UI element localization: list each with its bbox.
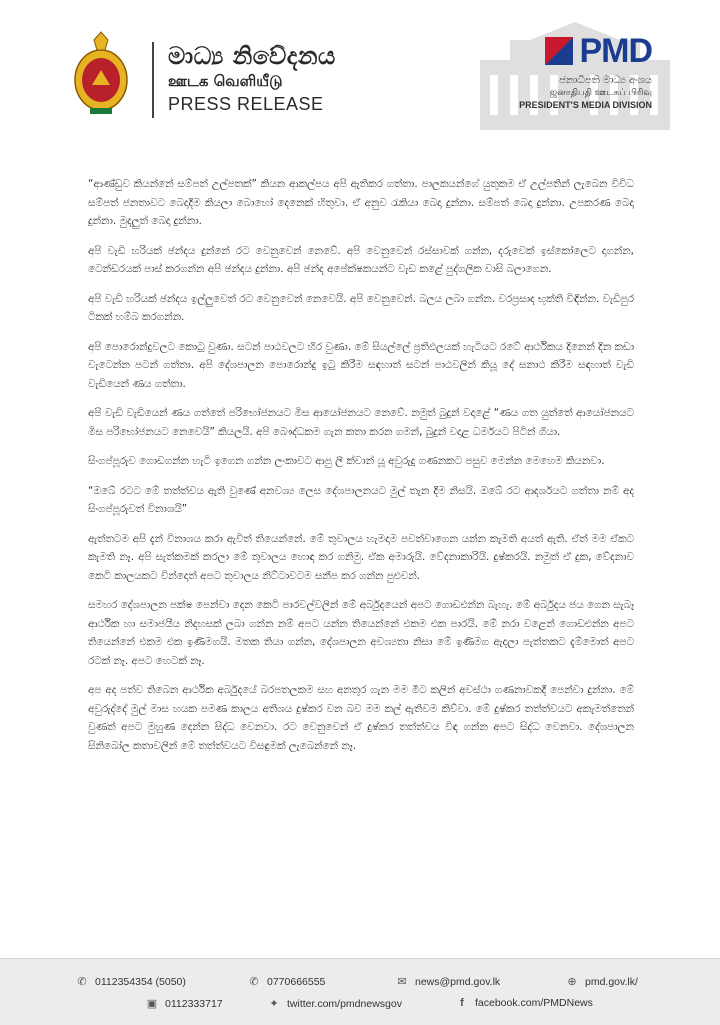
pmd-sub-sinhala: ජනාධිපති මාධ්‍ය අංශය xyxy=(559,75,652,86)
mobile-number: 0770666555 xyxy=(267,975,326,988)
phone-number: 0112354354 (5050) xyxy=(95,975,186,988)
twitter-link[interactable]: twitter.com/pmdnewsgov xyxy=(287,997,402,1010)
envelope-icon: ✉ xyxy=(397,976,407,988)
press-release-title xyxy=(168,42,348,116)
pmd-sub-english: PRESIDENT'S MEDIA DIVISION xyxy=(519,100,652,110)
sri-lanka-emblem-icon xyxy=(72,30,130,118)
title-english: PRESS RELEASE xyxy=(168,94,324,114)
phone-icon: ✆ xyxy=(249,976,259,988)
paragraph: අපි වැඩි වැඩියෙන් ණය ගත්තේ පරිභෝජනයට මිස ආයෝජනයට නෙවේ. නමුත් බුදුන් වදාළේ “ණය ගත යුත්තේ ආයෝජනයට මිස පරිභෝජනයට නෙවෙයි” කියලයි. අපි බෞද්ධකම ගැන කතා කරන ගමන්, බුදුන් වදාළ ධර්මයට පිටින් ගියා. xyxy=(88,407,634,438)
paragraph: “ආණ්ඩුව කියන්නේ සම්පත් උල්පතක්” කියන ආකල්පය අපි ඇතිකර ගත්තා. පාලකයන්ගේ යුතුකම ඒ උල්පතින් ලැබෙන විවිධ සම්පත් ජනතාවට බෙදාදීම කියලා බොහෝ දෙනෙක් හිතුවා. ඒ අනුව රැකියා බෙදා දුන්නා. සම්පත් බෙදා දුන්නා. උපකරණ බෙදා දුන්නා. මුදලුත් බෙදා දුන්නා. xyxy=(88,178,634,227)
pmd-logo xyxy=(502,34,652,111)
paragraph: අපි පොරොන්දුවලට කොටු වුණා. සටන් පාඨවලට හිර වුණා. මේ සියල්ලේ ප්‍රතිඵලයක් හැටියට රටේ ආර්ථිකය දිනෙන් දින කඩා වැටෙන්න පටන් ගත්තා. අපි දේශපාලන පොරොන්දු ඉටු කිරීම සඳහාත් සටන් පාඨවලින් කියූ දේ සනාථ කිරීම සඳහාත් වැඩි වැඩියෙන් ණය ගත්තා. xyxy=(88,340,634,390)
pmd-sub-tamil: ஜனாதிபதி ஊடகப் பிரிவு xyxy=(549,88,652,98)
website-contact[interactable] xyxy=(566,975,638,988)
twitter-contact[interactable] xyxy=(268,997,402,1010)
fax-number: 0112333717 xyxy=(165,997,223,1010)
email-contact[interactable] xyxy=(396,975,500,988)
website-link[interactable]: pmd.gov.lk/ xyxy=(585,975,638,988)
letterhead xyxy=(0,0,720,140)
press-release-body xyxy=(88,175,634,766)
paragraph: අප අද පත්ව තිබෙන ආර්ථික අර්බුදයේ බරපතලකම සහ අනතුර ගැන මම මීට කලින් අවස්ථා ගණනාවකදී පෙන්වා දුන්නා. මේ අවුරුද්දේ මුල් මාස හයක පමණ කාලය අතිශය දුෂ්කර වන බව මම කල් ඇතිවම කිව්වා. මේ දුෂ්කර තත්ත්වයට අකැමත්තෙන් වුණත් අපට මුහුණ දෙන්න සිද්ධ වෙනවා. රට වෙනුවෙන් ඒ දුෂ්කර තත්ත්වය විඳ ගන්න අපට සිද්ධ වෙනවා. දේශපාලන සිනිබෝල කතාවලින් මේ තත්ත්වයට විසඳුමක් ලැබෙන්නේ නෑ. xyxy=(88,684,634,752)
email-link[interactable]: news@pmd.gov.lk xyxy=(415,975,501,988)
phone-contact xyxy=(76,975,186,988)
paragraph: අපි වැඩි හරියක් ඡන්දය ඉල්ලුවෙත් රට වෙනුවෙන් නෙවෙයි. අපි වෙනුවෙන්. බලය ලබා ගන්න. වරප්‍රසාද භුක්ති විඳින්න. වැඩිපුර ටිකක් හම්බ කරගන්න. xyxy=(88,292,634,323)
facebook-contact[interactable] xyxy=(456,997,593,1009)
fax-icon: ▣ xyxy=(146,998,158,1010)
paragraph: අපි වැඩි හරියක් ඡන්දය දුන්නේ රට වෙනුවෙන් නෙවේ. අපි වෙනුවෙන් රස්සාවක් ගන්න, දරුවෙක් ඉස්කෝලෙට දාගන්න, ටෙන්ඩරයක් පාස් කරගන්න අපි ඡන්දය දුන්නා. අපි ඡන්ද අපේක්ෂකයන්ට වැඩ කළේ පුද්ගලික වාසි බලාගෙන. xyxy=(88,244,634,275)
paragraph: සමහර දේශපාලන පක්ෂ පෙන්වා දෙන කෙටි පාරවල්වලින් මේ අර්බුදයෙන් අපට ගොඩඑන්න බැහැ. මේ අර්බුදය ජය ගෙන සැබෑ ආර්ථික හා සමාජයීය නිදහසක් ලබා ගන්න නම් අපට යන්න තියෙන්නේ එකම එක පාරයි. මේ නරා වළෙන් ගොඩඑන්න අපට තියෙන්නේ එකම එක ඉණිමගයි. මතක තියා ගන්න, දේශපාලන අවශ්‍යතා නිසා මේ ඉණිමග ඇදලා පැත්තකට දැම්මොත් අපට රටක් නෑ. අපට හෙටක් නෑ. xyxy=(88,599,634,667)
mobile-contact xyxy=(248,975,325,988)
globe-icon: ⊕ xyxy=(567,976,577,988)
facebook-link[interactable]: facebook.com/PMDNews xyxy=(475,997,593,1009)
quote-paragraph: “ඔබේ රටට මේ තත්ත්වය ඇති වුණේ අනවශ්‍ය ලෙස දේශපාලනයට මුල් තැන දීම නිසයි. ඔබේ රට ආදර්ශයට ගත්තා නම් අද සිංගප්පූරුවත් විනාශයි” xyxy=(88,484,634,515)
paragraph: සිංගප්පූරුව ගොඩගන්න හැටි ඉගෙන ගන්න ලංකාවට ආපු ලී ක්වාන් යූ අවුරුදු ගණනකට පසුව මෙන්න මෙහෙම කියනවා. xyxy=(88,455,605,467)
title-tamil: ஊடக வெளியீடு xyxy=(168,72,283,90)
facebook-icon: f xyxy=(460,997,464,1009)
pmd-mark-icon xyxy=(545,37,573,65)
pmd-brand: PMD xyxy=(579,32,652,70)
phone-icon: ✆ xyxy=(77,976,87,988)
paragraph: ඇත්තටම අපි දැන් විනාශය කරා ඇවිත් තියෙන්නේ. මේ තුවාලය හැමදාම පවත්වාගෙන යන්න කැමති අයත් ඇති. ඒත් මම ඒකට කැමති නෑ. අපි සැත්කමක් කරලා මේ තුවාලය හොඳ කර ගනිමු. ඒක අමාරුයි. වේදනාකාරියි. දුෂ්කරයි. නමුත් ඒ දුක, වේදනාව කෙටි කාලයකට වින්දොත් අපට තුවාලය නිට්ටාවටම සනීප කර ගන්න පුළුවන්. xyxy=(88,532,634,582)
fax-contact xyxy=(146,997,223,1010)
twitter-icon: ✦ xyxy=(269,998,279,1010)
contact-footer xyxy=(0,958,720,1025)
header-divider xyxy=(152,42,154,118)
title-sinhala: මාධ්‍ය නිවේදනය xyxy=(168,42,336,70)
